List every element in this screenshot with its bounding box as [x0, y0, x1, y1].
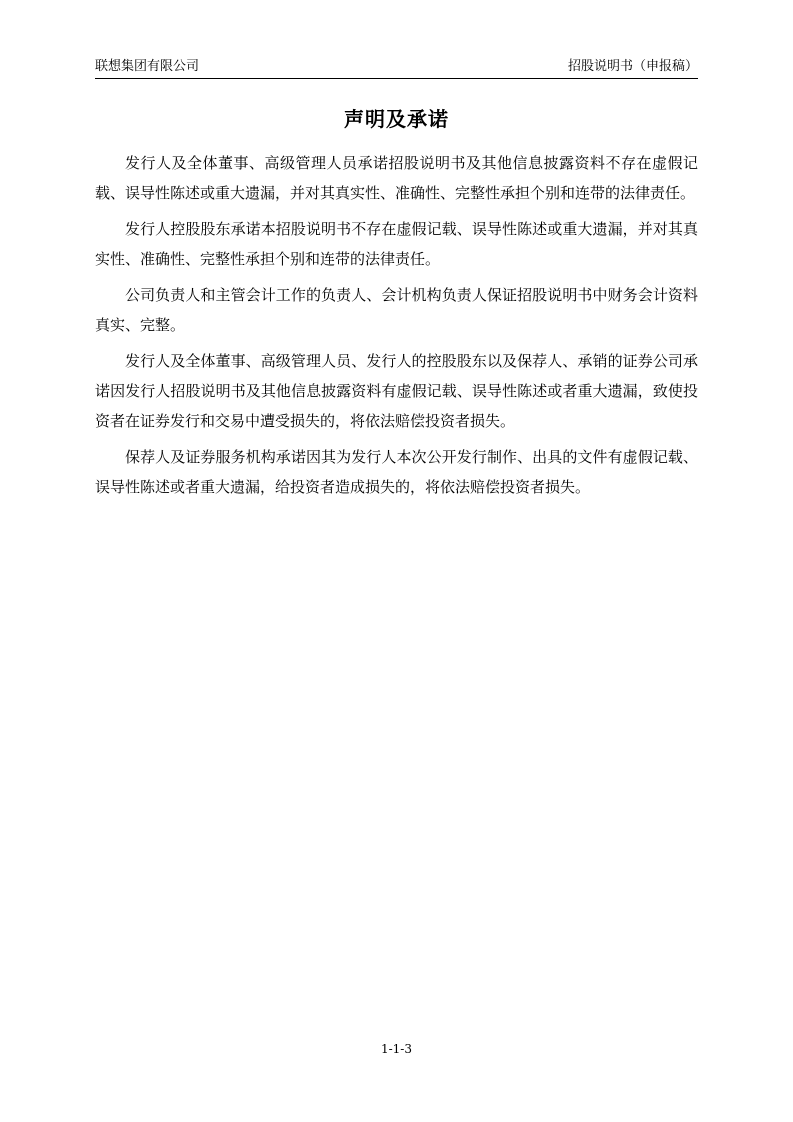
paragraph-compensation-commitment: 发行人及全体董事、高级管理人员、发行人的控股股东以及保荐人、承销的证券公司承诺因发行人招股说明书及其他信息披露资料有虚假记载、误导性陈述或者重大遗漏，致使投资者在证券发行和交易中遭受损失的，将依法赔偿投资者损失。	[95, 352, 698, 430]
statement-body	[95, 148, 698, 508]
page-header	[95, 56, 698, 79]
document-type: 招股说明书（申报稿）	[567, 59, 698, 74]
company-name: 联想集团有限公司	[95, 59, 200, 74]
paragraph-controlling-shareholder: 发行人控股股东承诺本招股说明书不存在虚假记载、误导性陈述或重大遗漏，并对其真实性、准确性、完整性承担个别和连带的法律责任。	[95, 220, 698, 268]
paragraph-sponsor-commitment: 保荐人及证券服务机构承诺因其为发行人本次公开发行制作、出具的文件有虚假记载、误导性陈述或者重大遗漏，给投资者造成损失的，将依法赔偿投资者损失。	[95, 448, 698, 496]
paragraph-issuer-directors: 发行人及全体董事、高级管理人员承诺招股说明书及其他信息披露资料不存在虚假记载、误导性陈述或重大遗漏，并对其真实性、准确性、完整性承担个别和连带的法律责任。	[95, 154, 698, 202]
paragraph-accounting-heads: 公司负责人和主管会计工作的负责人、会计机构负责人保证招股说明书中财务会计资料真实、完整。	[95, 286, 698, 334]
page-number: 1-1-3	[380, 1042, 412, 1056]
page-title: 声明及承诺	[344, 107, 449, 131]
